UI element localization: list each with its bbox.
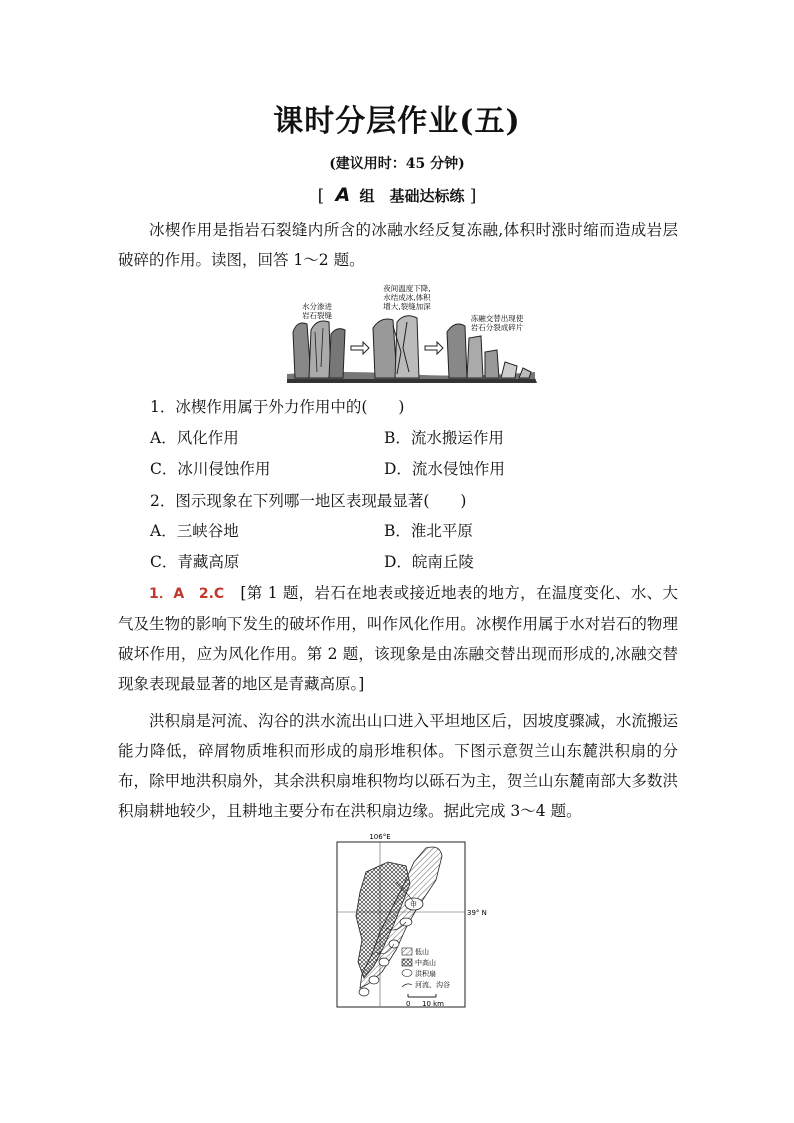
rock-left-1 <box>293 323 311 378</box>
rock-fragment-2 <box>501 362 517 378</box>
scale-zero: 0 <box>406 1000 411 1008</box>
answer-keys: 1．A 2.C <box>149 586 225 602</box>
intro-paragraph-2: 洪积扇是河流、沟谷的洪水流出山口进入平坦地区后，因坡度骤减，水流搬运能力降低，碎屑物质堆积而形成的扇形堆积体。下图示意贺兰山东麓洪积扇的分布，除甲地洪积扇外，其余洪积扇堆积物均以砾石为主，贺兰山东麓南部大多数洪积扇耕地较少，且耕地主要分布在洪积扇边缘。据此完成 3～4 题。 <box>118 712 678 820</box>
group-text: 组 基础达标练 <box>359 187 465 205</box>
question-2-option-d: D．皖南丘陵 <box>384 553 474 571</box>
place-label-jia: 甲 <box>410 901 417 909</box>
legend-high-mountain-swatch <box>402 959 412 966</box>
rock-fragment-3 <box>519 368 531 378</box>
alluvial-fan-5 <box>369 976 379 984</box>
question-2-option-b: B．淮北平原 <box>384 522 473 540</box>
legend-river: 河流、沟谷 <box>415 981 450 989</box>
alluvial-fan-6 <box>359 988 369 996</box>
figure1-label-left-1: 水分渗进 <box>302 302 332 311</box>
answer-text: [第 1 题，岩石在地表或接近地表的地方，在温度变化、水、大气及生物的影响下发生的破坏作用，叫作风化作用。冰楔作用属于水对岩石的物理破坏作用，应为风化作用。第 2 题，该现象是由冻融交替出现而形成的,冰融交替现象表现最显著的地区是青藏高原。] <box>118 584 678 693</box>
figure1-label-mid-1: 夜间温度下降, <box>383 284 431 293</box>
answer-explanation-1-2 <box>118 578 678 699</box>
page-title: 课时分层作业(五) <box>273 104 521 139</box>
legend-low-mountain: 低山 <box>415 948 429 956</box>
figure1-label-right-1: 冻融交替出现使 <box>470 314 524 323</box>
alluvial-fan-4 <box>379 958 389 966</box>
figure1-label-mid-2: 水结成冰,体积 <box>383 293 431 302</box>
figure1-label-left-2: 岩石裂缝 <box>302 311 332 320</box>
question-1-option-a: A．风化作用 <box>150 429 239 447</box>
longitude-label: 106°E <box>369 833 391 841</box>
rock-left-2 <box>309 321 331 378</box>
arrow-1 <box>351 342 369 354</box>
legend-alluvial-fan: 洪积扇 <box>415 970 436 978</box>
question-1-stem: 1．冰楔作用属于外力作用中的( ) <box>150 398 405 416</box>
question-1-option-b: B．流水搬运作用 <box>384 429 504 447</box>
group-letter: A <box>335 184 351 206</box>
legend-fan-swatch <box>402 970 412 977</box>
figure1-label-mid-3: 增大,裂缝加深 <box>383 302 431 311</box>
rock-fragment-1 <box>485 350 499 378</box>
intro-paragraph-1: 冰楔作用是指岩石裂缝内所含的冰融水经反复冻融,体积时涨时缩而造成岩层破碎的作用。读图，回答 1～2 题。 <box>118 221 678 269</box>
question-1-option-c: C．冰川侵蚀作用 <box>150 460 271 478</box>
question-2-option-a: A．三峡谷地 <box>150 522 239 540</box>
latitude-label: 39° N <box>467 909 487 917</box>
group-bracket-close: ] <box>469 186 477 206</box>
legend-low-mountain-swatch <box>402 948 412 955</box>
question-2-option-c: C．青藏高原 <box>150 553 240 571</box>
arrow-2 <box>425 342 443 354</box>
rock-right-2 <box>467 336 483 378</box>
question-1-option-d: D．流水侵蚀作用 <box>384 460 505 478</box>
group-label <box>0 184 794 206</box>
frost-wedging-figure <box>285 282 540 385</box>
alluvial-fan-map <box>336 832 487 1018</box>
question-2-stem: 2．图示现象在下列哪一地区表现最显著( ) <box>150 492 467 510</box>
suggested-time: (建议用时：45 分钟) <box>329 156 465 172</box>
legend-high-mountain: 中高山 <box>415 959 436 967</box>
figure1-label-right-2: 岩石分裂成碎片 <box>470 323 524 332</box>
rock-right-1 <box>447 324 467 378</box>
group-bracket-open: [ <box>317 186 325 206</box>
scale-text: 10 km <box>422 1000 445 1008</box>
rock-left-3 <box>329 329 345 378</box>
